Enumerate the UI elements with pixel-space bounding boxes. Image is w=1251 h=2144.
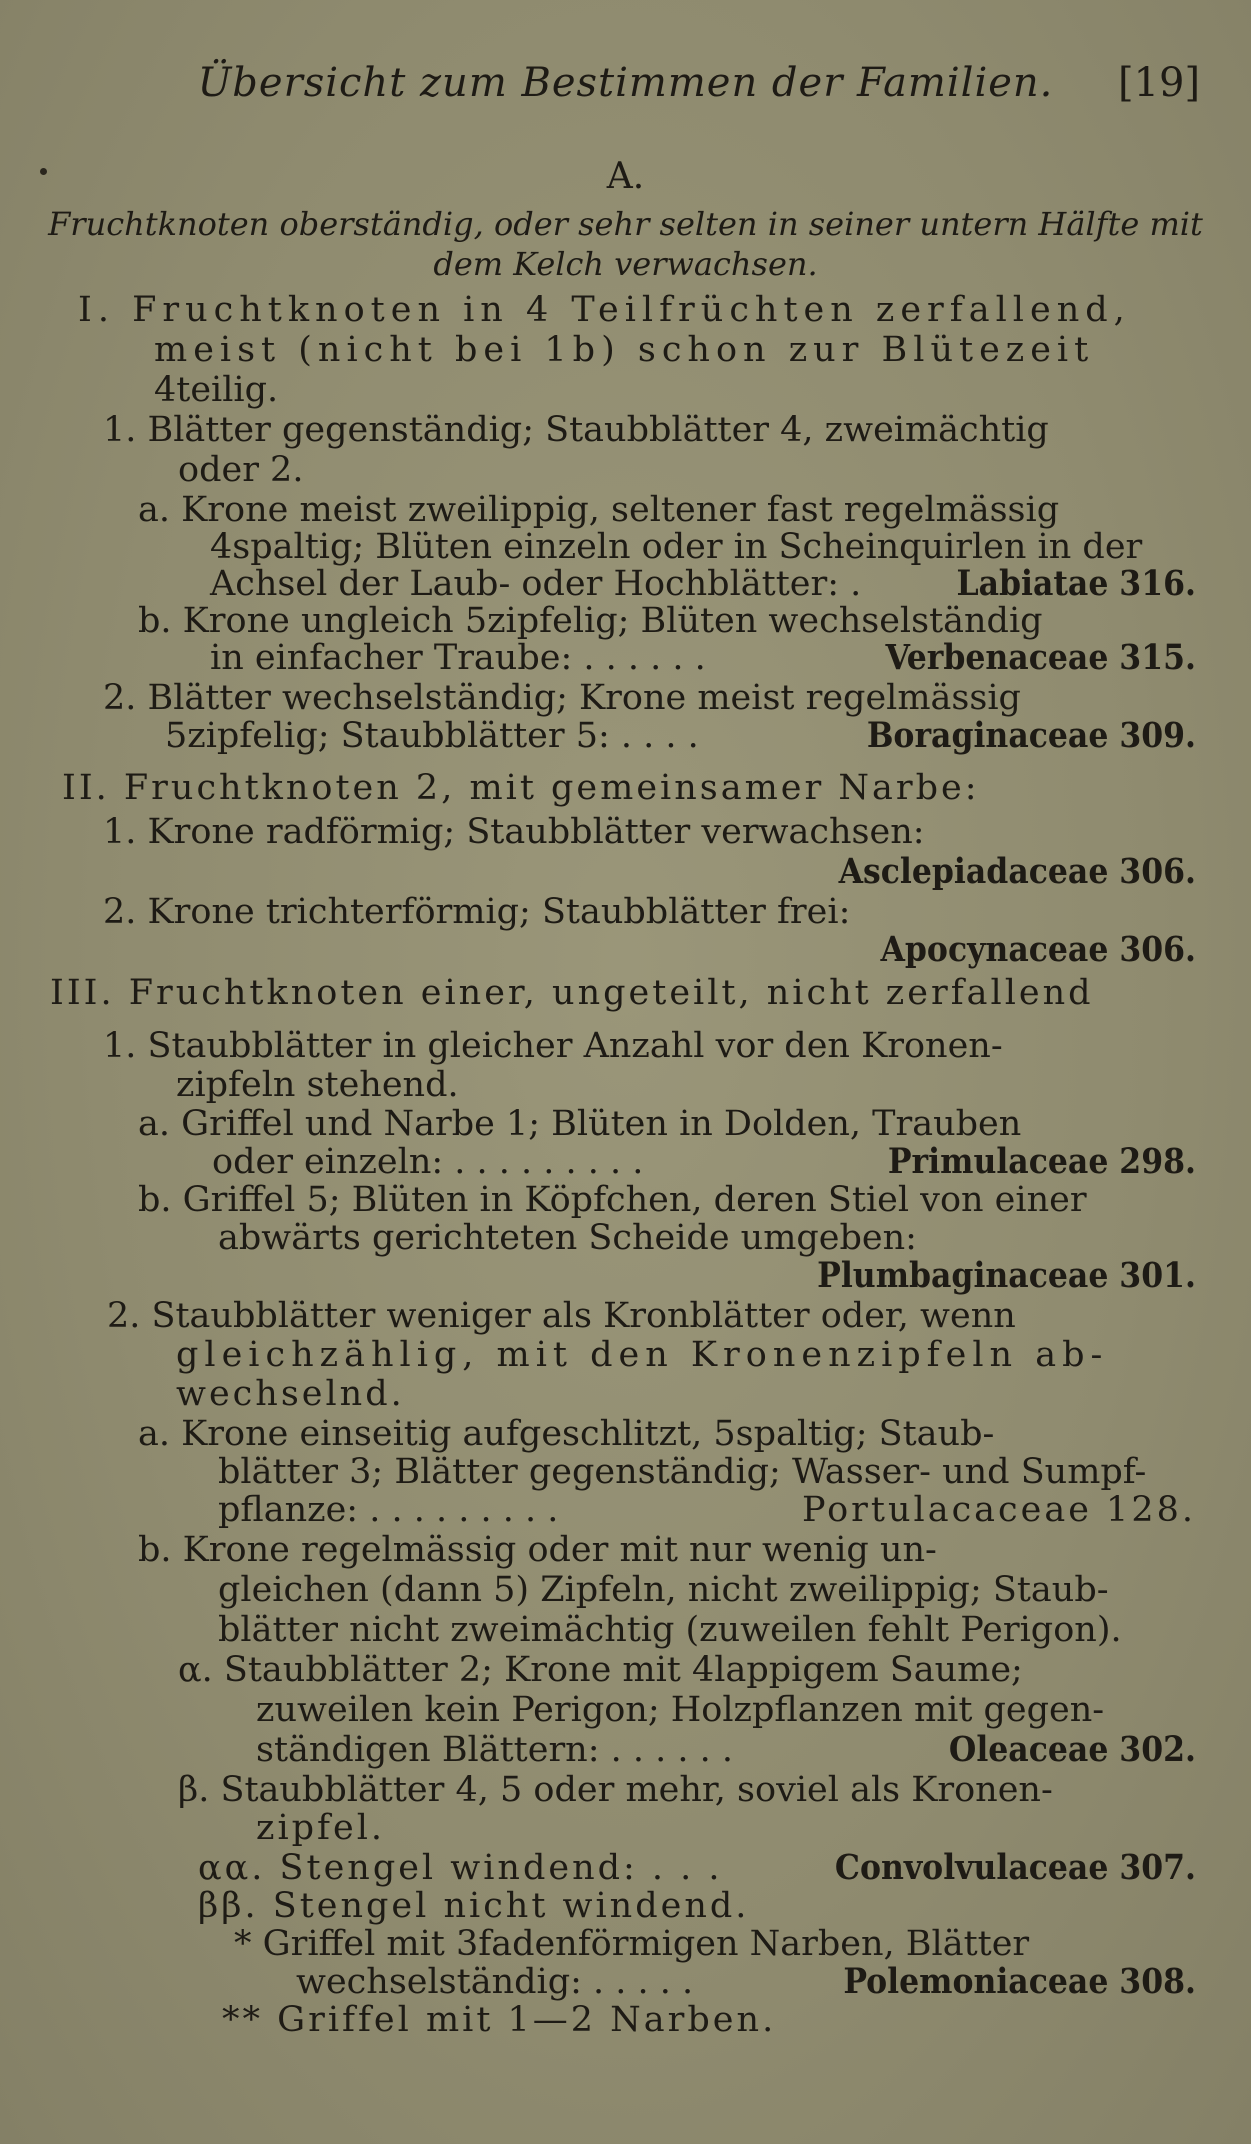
key-line-III-1: III. Fruchtknoten einer, ungeteilt, nicht zerfallend: [50, 973, 1094, 1013]
key-line-II-1: II. Fruchtknoten 2, mit gemeinsamer Narbe:: [62, 768, 980, 808]
key-line-beta-2: zipfel.: [256, 1808, 386, 1848]
key-line-III2a-2: blätter 3; Blätter gegenständig; Wasser- und Sumpf-: [218, 1452, 1147, 1492]
key-line-I1-1: 1. Blätter gegenständig; Staubblätter 4, zweimächtig: [103, 410, 1049, 450]
page-number: [19]: [1118, 60, 1201, 106]
key-line-I1a-3: Achsel der Laub- oder Hochblätter: .: [210, 564, 862, 604]
key-line-III1-2: zipfeln stehend.: [176, 1065, 459, 1105]
key-line-III2b-3: blätter nicht zweimächtig (zuweilen fehlt Perigon).: [218, 1610, 1122, 1650]
key-line-III1-1: 1. Staubblätter in gleicher Anzahl vor den Kronen-: [103, 1026, 1003, 1066]
key-line-alpha-3: ständigen Blättern: . . . . . .: [256, 1730, 734, 1770]
key-line-star1-2: wechselständig: . . . . .: [296, 1962, 694, 2002]
key-line-beta-1: β. Staubblätter 4, 5 oder mehr, soviel als Kronen-: [178, 1770, 1053, 1810]
key-line-III2a-3: pflanze: . . . . . . . . .: [218, 1490, 559, 1530]
family-verbenaceae: Verbenaceae 315.: [885, 637, 1196, 678]
running-header-title: Übersicht zum Bestimmen der Familien.: [197, 60, 1054, 106]
key-line-III1b-2: abwärts gerichteten Scheide umgeben:: [218, 1218, 917, 1258]
key-line-II2-1: 2. Krone trichterförmig; Staubblätter frei:: [103, 892, 851, 932]
family-portulacaceae: Portulacaceae 128.: [801, 1490, 1196, 1530]
family-oleaceae: Oleaceae 302.: [948, 1729, 1196, 1770]
family-convolvulaceae: Convolvulaceae 307.: [834, 1847, 1196, 1888]
key-line-I-2: meist (nicht bei 1b) schon zur Blütezeit: [154, 330, 1095, 370]
key-line-I1a-2: 4spaltig; Blüten einzeln oder in Scheinquirlen in der: [210, 527, 1143, 567]
key-line-alpha-2: zuweilen kein Perigon; Holzpflanzen mit gegen-: [256, 1690, 1105, 1730]
key-line-alpha-1: α. Staubblätter 2; Krone mit 4lappigem Saume;: [178, 1650, 1023, 1690]
key-line-I1-2: oder 2.: [178, 450, 304, 490]
family-boraginaceae: Boraginaceae 309.: [866, 715, 1196, 756]
key-line-III2-2: gleichzählig, mit den Kronenzipfeln ab-: [176, 1335, 1109, 1375]
family-apocynaceae: Apocynaceae 306.: [880, 929, 1196, 970]
key-line-I-3: 4teilig.: [154, 370, 279, 410]
family-polemoniaceae: Polemoniaceae 308.: [843, 1961, 1196, 2002]
key-line-III2-3: wechselnd.: [176, 1374, 405, 1414]
intro-line-1: Fruchtknoten oberständig, oder sehr selten in seiner untern Hälfte mit: [48, 205, 1203, 243]
key-line-I-1: I. Fruchtknoten in 4 Teilfrüchten zerfallend,: [78, 290, 1131, 330]
key-line-I2-1: 2. Blätter wechselständig; Krone meist regelmässig: [103, 678, 1021, 718]
key-line-I1a-1: a. Krone meist zweilippig, seltener fast regelmässig: [138, 490, 1060, 530]
key-line-II1-1: 1. Krone radförmig; Staubblätter verwachsen:: [103, 812, 925, 852]
intro-line-2: dem Kelch verwachsen.: [433, 245, 818, 283]
key-line-aa-1: αα. Stengel windend: . . .: [198, 1848, 723, 1888]
key-line-I1b-1: b. Krone ungleich 5zipfelig; Blüten wechselständig: [138, 601, 1043, 641]
family-labiatae: Labiatae 316.: [956, 563, 1196, 604]
key-line-III1b-1: b. Griffel 5; Blüten in Köpfchen, deren Stiel von einer: [138, 1180, 1087, 1220]
key-line-III2-1: 2. Staubblätter weniger als Kronblätter oder, wenn: [107, 1296, 1016, 1336]
key-line-III1a-2: oder einzeln: . . . . . . . . .: [212, 1142, 644, 1182]
key-line-III1a-1: a. Griffel und Narbe 1; Blüten in Dolden, Trauben: [138, 1104, 1022, 1144]
key-line-star1-1: * Griffel mit 3fadenförmigen Narben, Blätter: [234, 1924, 1030, 1964]
key-line-I1b-2: in einfacher Traube: . . . . . .: [210, 638, 706, 678]
family-primulaceae: Primulaceae 298.: [887, 1141, 1196, 1182]
key-line-III2b-1: b. Krone regelmässig oder mit nur wenig un-: [138, 1530, 937, 1570]
family-plumbaginaceae: Plumbaginaceae 301.: [817, 1255, 1196, 1296]
key-line-III2a-1: a. Krone einseitig aufgeschlitzt, 5spaltig; Staub-: [138, 1414, 995, 1454]
key-line-star2-1: ** Griffel mit 1—2 Narben.: [222, 2000, 777, 2040]
key-line-bb-1: ββ. Stengel nicht windend.: [198, 1886, 750, 1926]
section-letter: A.: [606, 156, 645, 197]
family-asclepiadaceae: Asclepiadaceae 306.: [838, 851, 1196, 892]
key-line-I2-2: 5zipfelig; Staubblätter 5: . . . .: [165, 716, 699, 756]
key-line-III2b-2: gleichen (dann 5) Zipfeln, nicht zweilippig; Staub-: [218, 1570, 1109, 1610]
